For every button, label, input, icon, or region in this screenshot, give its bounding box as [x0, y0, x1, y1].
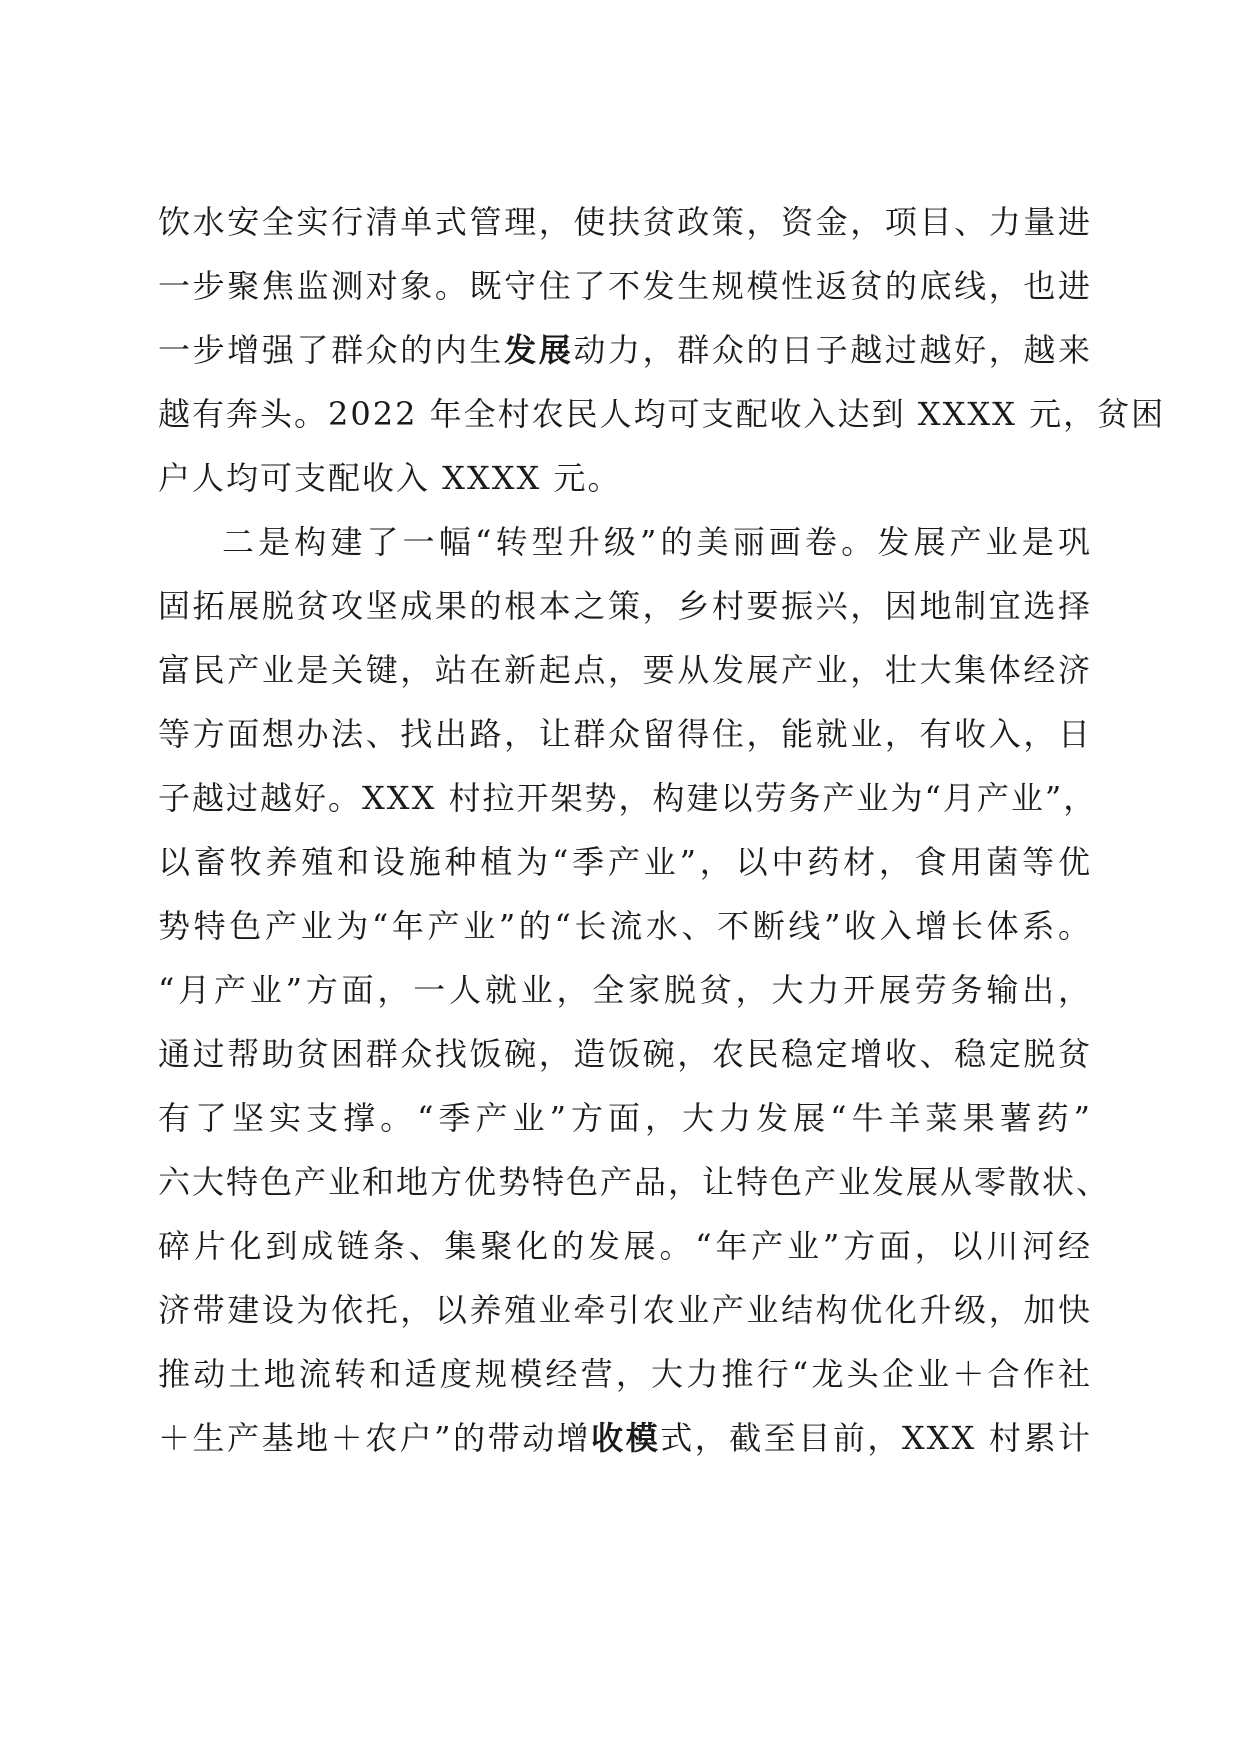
text-line: 户人均可支配收入 XXXX 元。: [158, 459, 622, 497]
text-line: 二是构建了一幅“转型升级”的美丽画卷。发展产业是巩: [222, 523, 1092, 561]
bold-text: 收模: [591, 1419, 661, 1457]
text-line: 势特色产业为“年产业”的“长流水、不断线”收入增长体系。: [158, 907, 1092, 945]
text-line: 有了坚实支撑。“季产业”方面，大力发展“牛羊菜果薯药”: [158, 1099, 1092, 1137]
text-line: 碎片化到成链条、集聚化的发展。“年产业”方面，以川河经: [158, 1227, 1092, 1265]
text-line: 子越过越好。XXX 村拉开架势，构建以劳务产业为“月产业”，: [158, 779, 1098, 817]
text-line: 济带建设为依托，以养殖业牵引农业产业结构优化升级，加快: [158, 1291, 1092, 1329]
text-line: 以畜牧养殖和设施种植为“季产业”，以中药材，食用菌等优: [158, 843, 1092, 881]
text-line: 六大特色产业和地方优势特色产品，让特色产业发展从零散状、: [158, 1163, 1111, 1201]
text-line: 富民产业是关键，站在新起点，要从发展产业，壮大集体经济: [158, 651, 1092, 689]
text-segment: ＋生产基地＋农户”的带动增: [158, 1419, 592, 1457]
text-line: 等方面想办法、找出路，让群众留得住，能就业，有收入，日: [158, 715, 1092, 753]
text-segment: 动力，群众的日子越过越好，越来: [573, 331, 1092, 369]
text-line: 推动土地流转和适度规模经营，大力推行“龙头企业＋合作社: [158, 1355, 1092, 1393]
text-line: [158, 1406, 1092, 1470]
text-line: 固拓展脱贫攻坚成果的根本之策，乡村要振兴，因地制宜选择: [158, 587, 1092, 625]
text-line: 一步聚焦监测对象。既守住了不发生规模性返贫的底线，也进: [158, 267, 1092, 305]
body-text: [158, 190, 1166, 1470]
text-line: “月产业”方面，一人就业，全家脱贫，大力开展劳务输出，: [158, 971, 1092, 1009]
paragraph-2: [158, 510, 1111, 1470]
text-segment: 一步增强了群众的内生: [158, 331, 505, 369]
text-line: 越有奔头。2022 年全村农民人均可支配收入达到 XXXX 元，贫困: [158, 395, 1166, 433]
bold-text: 发展: [504, 331, 574, 369]
text-line: 饮水安全实行清单式管理，使扶贫政策，资金，项目、力量进: [158, 203, 1092, 241]
text-segment: 式，截至目前，XXX 村累计: [660, 1419, 1092, 1457]
text-line: [158, 318, 1092, 382]
text-line: 通过帮助贫困群众找饭碗，造饭碗，农民稳定增收、稳定脱贫: [158, 1035, 1092, 1073]
paragraph-1: [158, 190, 1166, 510]
